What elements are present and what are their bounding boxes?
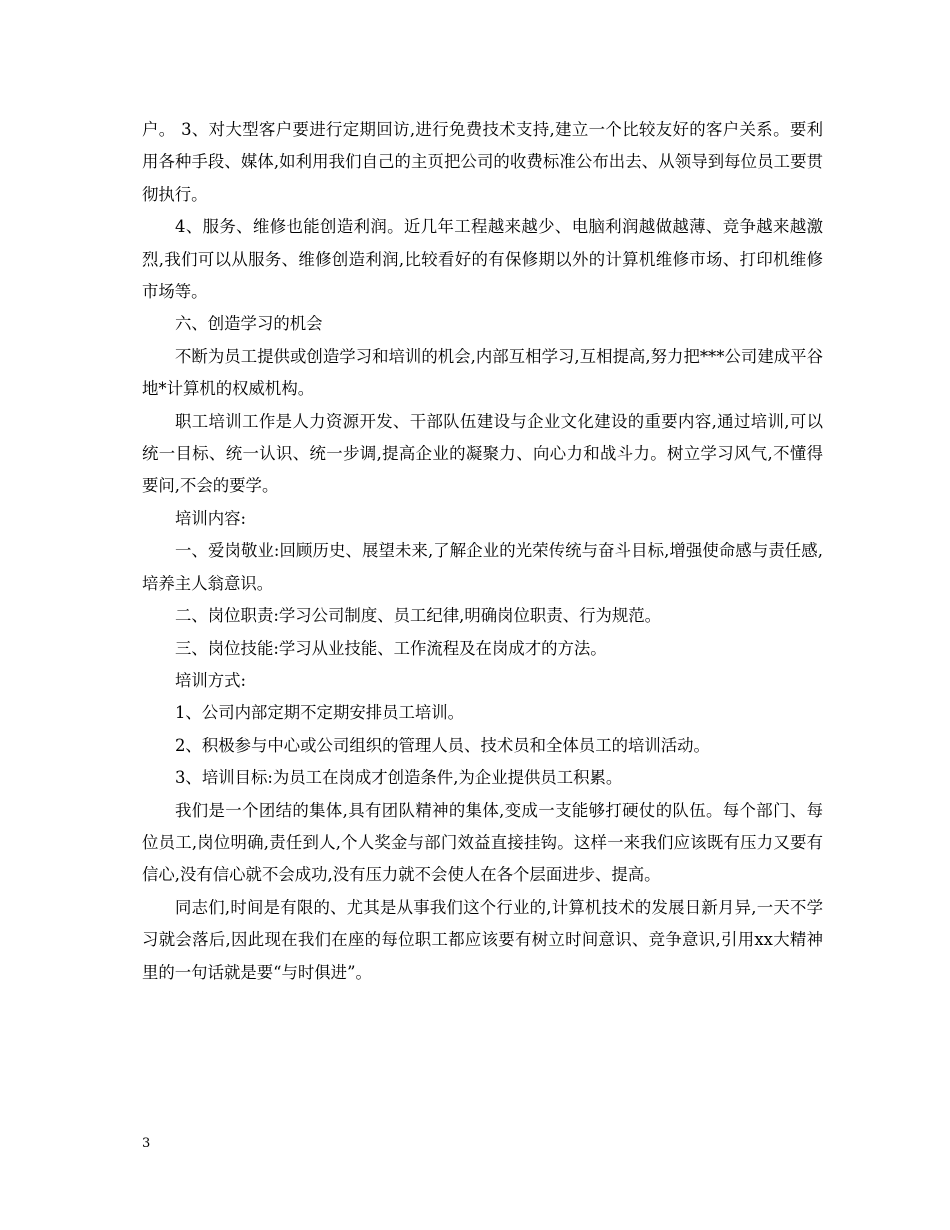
paragraph-keep-pace: 同志们,时间是有限的、尤其是从事我们这个行业的,计算机技术的发展日新月异,一天不学习就会落后,因此现在我们在座的每位职工都应该要有树立时间意识、竞争意识,引用xx大精神里的一句话就是要“与时俱进”。 [142,897,823,982]
paragraph-training-importance: 职工培训工作是人力资源开发、干部队伍建设与企业文化建设的重要内容,通过培训,可以统一目标、统一认识、统一步调,提高企业的凝聚力、向心力和战斗力。树立学习风气,不懂得要问,不会的要学。 [142,411,823,496]
section-heading-learning: 六、创造学习的机会 [175,314,323,334]
training-content-heading: 培训内容: [175,508,247,528]
document-body [142,114,823,989]
paragraph-service-profit: 4、服务、维修也能创造利润。近几年工程越来越少、电脑利润越做越薄、竞争越来越激烈,我们可以从服务、维修创造利润,比较看好的有保修期以外的计算机维修市场、打印机维修市场等。 [142,217,823,302]
training-content-item-2: 二、岗位职责:学习公司制度、员工纪律,明确岗位职责、行为规范。 [175,606,662,626]
training-content-item-3: 三、岗位技能:学习从业技能、工作流程及在岗成才的方法。 [175,638,607,658]
paragraph-customer-relations: 户。 3、对大型客户要进行定期回访,进行免费技术支持,建立一个比较友好的客户关系。要利用各种手段、媒体,如利用我们自己的主页把公司的收费标准公布出去、从领导到每位员工要贯彻执行。 [142,120,823,204]
paragraph-team-spirit: 我们是一个团结的集体,具有团队精神的集体,变成一支能够打硬仗的队伍。每个部门、每位员工,岗位明确,责任到人,个人奖金与部门效益直接挂钩。这样一来我们应该既有压力又要有信心,没有信心就不会成功,没有压力就不会使人在各个层面进步、提高。 [142,800,823,885]
paragraph-learning-opportunity: 不断为员工提供或创造学习和培训的机会,内部互相学习,互相提高,努力把***公司建成平谷地*计算机的权威机构。 [142,346,823,399]
training-method-item-1: 1、公司内部定期不定期安排员工培训。 [175,703,465,723]
training-method-heading: 培训方式: [175,670,247,690]
training-method-item-2: 2、积极参与中心或公司组织的管理人员、技术员和全体员工的培训活动。 [175,735,710,755]
training-method-item-3: 3、培训目标:为员工在岗成才创造条件,为企业提供员工积累。 [175,768,623,788]
page-number: 3 [142,1136,151,1151]
training-content-item-1: 一、爱岗敬业:回顾历史、展望未来,了解企业的光荣传统与奋斗目标,增强使命感与责任感,培养主人翁意识。 [142,541,823,593]
